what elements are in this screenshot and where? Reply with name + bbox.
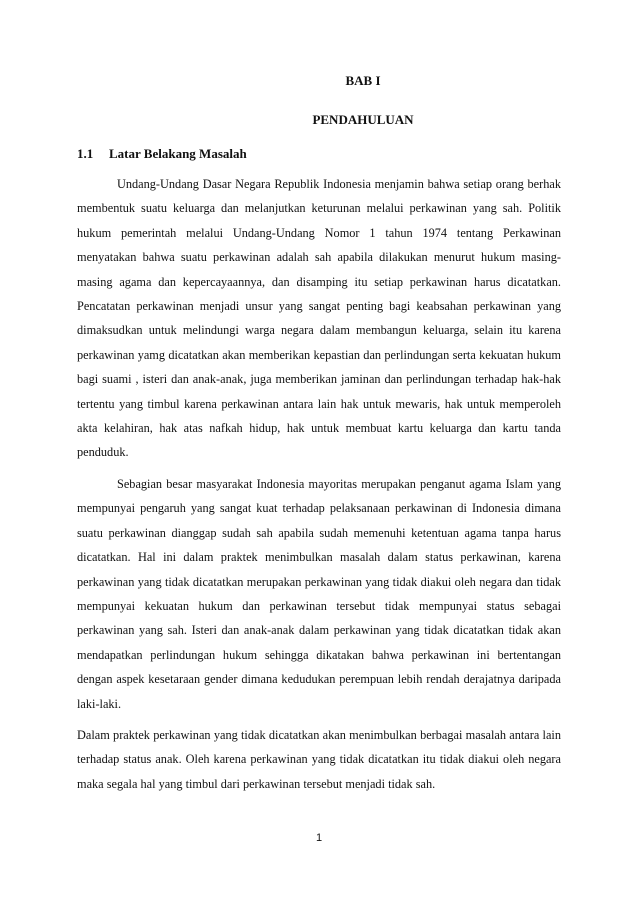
paragraph-3: Dalam praktek perkawinan yang tidak dicatatkan akan menimbulkan berbagai masalah antara lain terhadap status anak. Oleh karena perkawinan yang tidak dicatatkan itu tidak diakui oleh negara maka segala hal yang timbul dari perkawinan tersebut menjadi tidak sah. xyxy=(77,727,561,791)
chapter-label: BAB I xyxy=(345,73,381,88)
section-title: Latar Belakang Masalah xyxy=(109,146,247,161)
body-text xyxy=(77,172,561,796)
page-number: 1 xyxy=(315,832,323,844)
section-heading xyxy=(77,146,247,162)
paragraph-1: Undang-Undang Dasar Negara Republik Indonesia menjamin bahwa setiap orang berhak membentuk suatu keluarga dan melanjutkan keturunan melalui perkawinan yang sah. Politik hukum pemerintah melalui Undang-Undang Nomor 1 tahun 1974 tentang Perkawinan menyatakan bahwa suatu perkawinan adalah sah apabila dilakukan menurut hukum masing-masing agama dan kepercayaannya, dan disamping itu setiap perkawinan harus dicatatkan. Pencatatan perkawinan menjadi unsur yang sangat penting bagi keabsahan perkawinan yang dimaksudkan untuk melindungi warga negara dalam membangun keluarga, selain itu karena perkawinan yamg dicatatkan akan memberikan kepastian dan perlindungan serta kekuatan hukum bagi suami , isteri dan anak-anak, juga memberikan jaminan dan perlindungan terhadap hak-hak tertentu yang timbul karena perkawinan antara lain hak untuk mewaris, hak untuk memperoleh akta kelahiran, hak atas nafkah hidup, hak untuk membuat kartu keluarga dan kartu tanda penduduk. xyxy=(77,177,561,460)
paragraph-2: Sebagian besar masyarakat Indonesia mayoritas merupakan penganut agama Islam yang mempunyai pengaruh yang sangat kuat terhadap pelaksanaan perkawinan di Indonesia dimana suatu perkawinan dianggap sudah sah apabila sudah memenuhi ketentuan agama tanpa harus dicatatkan. Hal ini dalam praktek menimbulkan masalah dalam status perkawinan, karena perkawinan yang tidak dicatatkan merupakan perkawinan yang tidak diakui oleh negara dan tidak mempunyai kekuatan hukum dan perkawinan tersebut tidak mempunyai status sebagai perkawinan yang sah. Isteri dan anak-anak dalam perkawinan yang tidak dicatatkan tidak akan mendapatkan perlindungan hukum sehingga dikatakan bahwa perkawinan ini bertentangan dengan aspek kesetaraan gender dimana kedudukan perempuan lebih rendah derajatnya daripada laki-laki. xyxy=(77,476,561,711)
section-number: 1.1 xyxy=(77,146,94,161)
chapter-title: PENDAHULUAN xyxy=(312,112,414,127)
